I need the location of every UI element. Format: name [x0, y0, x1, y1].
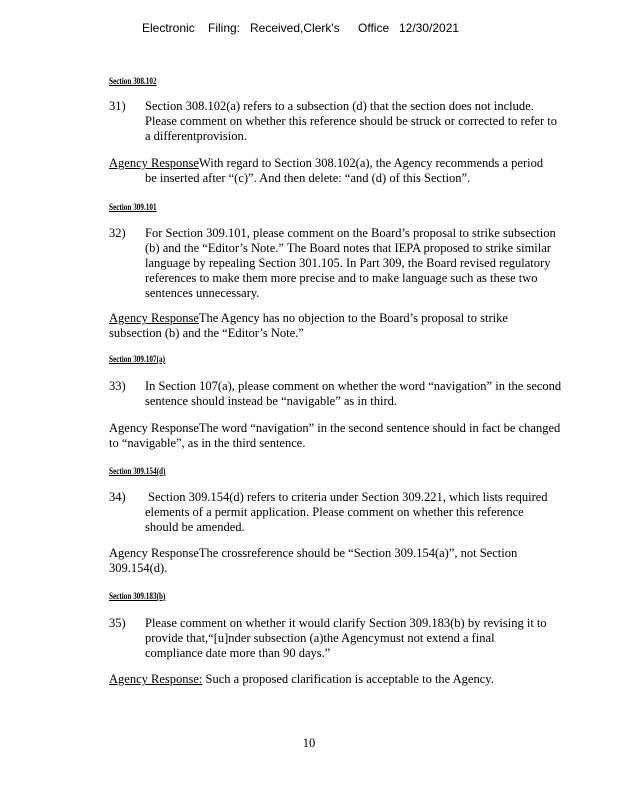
question-text: For Section 309.101, please comment on the Board’s proposal to strike subsection — [145, 226, 556, 240]
question-text: should be amended. — [145, 520, 245, 534]
section-heading: Section 309.183(b) — [109, 591, 166, 601]
response-first-line — [109, 672, 494, 687]
response-label: Agency Response — [109, 311, 199, 325]
question-number: 33) — [109, 379, 126, 393]
question-number: 35) — [109, 616, 126, 630]
question-text: references to make them more precise and to make language such as these two — [145, 271, 538, 285]
response-first-line — [109, 311, 508, 326]
response-text: The crossreference should be “Section 309.154(a)”, not Section — [198, 546, 518, 560]
question-text: Please comment on whether this reference should be struck or corrected to refer to — [145, 114, 557, 128]
section-heading: Section 309.154(d) — [109, 466, 166, 476]
header-filing: Filing: — [208, 21, 241, 35]
question-text: compliance date more than 90 days.” — [145, 646, 331, 660]
response-text: 309.154(d). — [109, 561, 168, 575]
question-number: 31) — [109, 99, 126, 113]
question-text: Section 309.154(d) refers to criteria under Section 309.221, which lists required — [148, 490, 548, 504]
question-text: elements of a permit application. Please comment on whether this reference — [145, 505, 524, 519]
header-office: Office — [358, 21, 390, 35]
header-received: Received,Clerk's — [250, 21, 340, 35]
question-text: sentences unnecessary. — [145, 286, 260, 300]
question-text: provide that,“[u]nder subsection (a)the Agencymust not extend a final — [145, 631, 495, 645]
response-first-line — [109, 546, 517, 561]
section-heading: Section 309.107(a) — [109, 354, 165, 364]
response-text: Such a proposed clarification is acceptable to the Agency. — [205, 672, 494, 686]
question-text: language by repealing Section 301.105. In Part 309, the Board revised regulatory — [145, 256, 551, 270]
question-text: In Section 107(a), please comment on whether the word “navigation” in the second — [145, 379, 562, 393]
response-text: subsection (b) and the “Editor’s Note.” — [109, 326, 304, 340]
question-text: Section 308.102(a) refers to a subsection (d) that the section does not include. — [145, 99, 534, 113]
section-heading: Section 309.101 — [109, 202, 157, 212]
question-number: 34) — [109, 490, 126, 504]
response-label: Agency Response — [109, 546, 199, 560]
response-label: Agency Response: — [109, 672, 203, 686]
response-first-line — [109, 421, 560, 436]
header-electronic: Electronic — [142, 21, 195, 35]
question-text: (b) and the “Editor’s Note.” The Board notes that IEPA proposed to strike similar — [145, 241, 551, 255]
question-text: a differentprovision. — [145, 129, 247, 143]
response-label: Agency Response — [109, 156, 199, 170]
response-first-line — [109, 156, 543, 171]
question-number: 32) — [109, 226, 126, 240]
header-date: 12/30/2021 — [399, 21, 460, 35]
response-text: The Agency has no objection to the Board’s proposal to strike — [198, 311, 508, 325]
page-number: 10 — [302, 736, 316, 750]
response-text: The word “navigation” in the second sentence should in fact be changed — [198, 421, 561, 435]
response-text: With regard to Section 308.102(a), the Agency recommends a period — [198, 156, 544, 170]
question-text: Please comment on whether it would clarify Section 309.183(b) by revising it to — [145, 616, 547, 630]
response-text: to “navigable”, as in the third sentence. — [109, 436, 306, 450]
question-text: sentence should instead be “navigable” as in third. — [145, 394, 398, 408]
response-label: Agency Response — [109, 421, 199, 435]
section-heading: Section 308.102 — [109, 76, 157, 86]
response-text: be inserted after “(c)”. And then delete: “and (d) of this Section”. — [145, 171, 471, 185]
